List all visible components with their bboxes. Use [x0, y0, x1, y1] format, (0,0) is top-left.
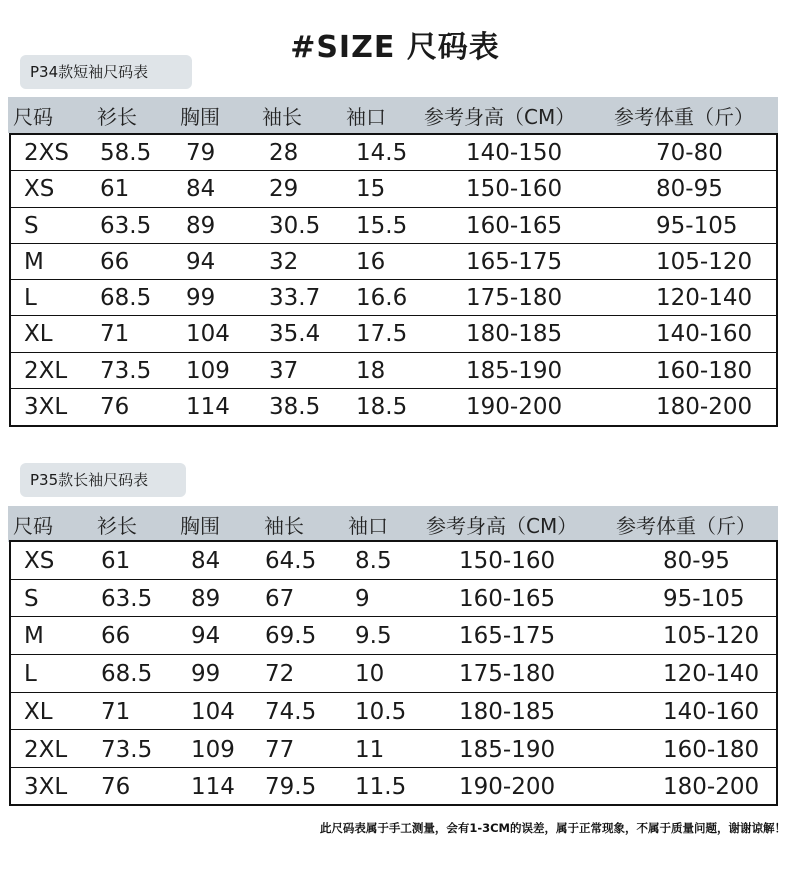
- table-row: [11, 542, 776, 580]
- table-row: [11, 389, 776, 425]
- table1-header: [8, 97, 778, 133]
- table-cell: S: [24, 212, 39, 239]
- table-row: [11, 280, 776, 316]
- table-cell: 140-160: [663, 698, 760, 725]
- table-cell: 15: [356, 176, 386, 203]
- table-cell: 73.5: [100, 357, 152, 384]
- table-cell: 80-95: [663, 548, 730, 574]
- table-cell: 99: [191, 661, 221, 688]
- table-cell: 58.5: [100, 140, 152, 166]
- table-cell: 38.5: [269, 393, 321, 420]
- header-cell: 尺码: [13, 104, 53, 129]
- table-cell: 185-190: [466, 357, 563, 384]
- table-cell: 89: [191, 585, 221, 612]
- table-cell: 2XS: [24, 140, 69, 166]
- table-cell: 11.5: [355, 774, 407, 801]
- table-row: [11, 655, 776, 693]
- table2-label: P35款长袖尺码表: [20, 463, 186, 497]
- table-cell: 84: [191, 548, 221, 574]
- table-cell: 67: [265, 585, 295, 612]
- table-cell: 190-200: [466, 393, 563, 420]
- table-cell: 3XL: [24, 774, 68, 801]
- table-cell: 79.5: [265, 774, 317, 801]
- table-cell: 94: [186, 248, 216, 275]
- header-cell: 胸围: [180, 513, 220, 538]
- table-cell: 77: [265, 736, 295, 763]
- table-cell: 68.5: [101, 661, 153, 688]
- table-cell: 2XL: [24, 736, 68, 763]
- table-row: [11, 580, 776, 618]
- table-cell: 109: [186, 357, 230, 384]
- table-cell: 160-180: [663, 736, 760, 763]
- table-cell: XL: [24, 321, 53, 348]
- table-cell: 33.7: [269, 285, 321, 311]
- table-cell: 2XL: [24, 357, 68, 384]
- header-cell: 参考身高（CM）: [426, 513, 578, 538]
- table-cell: M: [24, 623, 44, 650]
- table-cell: 10.5: [355, 698, 407, 725]
- table-cell: 84: [186, 176, 216, 203]
- table-row: [11, 208, 776, 244]
- table-cell: 104: [191, 698, 235, 725]
- header-cell: 尺码: [13, 513, 53, 538]
- table-cell: XS: [24, 548, 55, 574]
- table-row: [11, 171, 776, 207]
- table-cell: 140-160: [656, 321, 753, 348]
- table-cell: 94: [191, 623, 221, 650]
- table-cell: 180-185: [466, 321, 563, 348]
- table-cell: 120-140: [656, 285, 753, 311]
- table-cell: 165-175: [466, 248, 563, 275]
- table-cell: 95-105: [663, 585, 745, 612]
- table-row: [11, 353, 776, 389]
- table-cell: 165-175: [459, 623, 556, 650]
- table-row: [11, 693, 776, 731]
- table-cell: 61: [101, 548, 131, 574]
- table-row: [11, 731, 776, 769]
- table-cell: 71: [100, 321, 130, 348]
- header-cell: 袖长: [264, 513, 304, 538]
- table-cell: 185-190: [459, 736, 556, 763]
- table-cell: 120-140: [663, 661, 760, 688]
- table-cell: 95-105: [656, 212, 738, 239]
- table-cell: 9.5: [355, 623, 392, 650]
- table-cell: 18: [356, 357, 386, 384]
- table-cell: 70-80: [656, 140, 723, 166]
- table-cell: 63.5: [101, 585, 153, 612]
- table-cell: 180-200: [663, 774, 760, 801]
- header-cell: 参考体重（斤）: [614, 104, 754, 129]
- table-cell: 114: [191, 774, 235, 801]
- table-row: [11, 316, 776, 352]
- table-cell: 64.5: [265, 548, 317, 574]
- header-cell: 胸围: [180, 104, 220, 129]
- table-cell: 160-165: [459, 585, 556, 612]
- table-cell: 71: [101, 698, 131, 725]
- size-table-short-sleeve: [9, 133, 778, 427]
- table-cell: 16: [356, 248, 386, 275]
- table1-label: P34款短袖尺码表: [20, 55, 192, 89]
- table2-header: [8, 506, 778, 542]
- table-row: [11, 617, 776, 655]
- table-cell: 105-120: [656, 248, 753, 275]
- table-cell: M: [24, 248, 44, 275]
- table-cell: 72: [265, 661, 295, 688]
- table-cell: 69.5: [265, 623, 317, 650]
- table-cell: 14.5: [356, 140, 408, 166]
- table-cell: 18.5: [356, 393, 408, 420]
- page-title: #SIZE 尺码表: [290, 30, 500, 65]
- table-cell: 32: [269, 248, 299, 275]
- table-cell: 63.5: [100, 212, 152, 239]
- table-cell: 180-200: [656, 393, 753, 420]
- table-cell: 8.5: [355, 548, 392, 574]
- table-cell: 3XL: [24, 393, 68, 420]
- table-cell: 180-185: [459, 698, 556, 725]
- table-cell: 37: [269, 357, 299, 384]
- table-cell: 150-160: [466, 176, 563, 203]
- header-cell: 参考身高（CM）: [424, 104, 576, 129]
- table-cell: 66: [101, 623, 131, 650]
- table-cell: 109: [191, 736, 235, 763]
- table-cell: 105-120: [663, 623, 760, 650]
- table-cell: L: [24, 661, 37, 688]
- table-cell: 15.5: [356, 212, 408, 239]
- table-cell: 160-180: [656, 357, 753, 384]
- header-cell: 衫长: [97, 104, 137, 129]
- table-cell: 104: [186, 321, 230, 348]
- header-cell: 参考体重（斤）: [616, 513, 756, 538]
- table-cell: XS: [24, 176, 55, 203]
- table-cell: 29: [269, 176, 299, 203]
- table-cell: 89: [186, 212, 216, 239]
- table-cell: 9: [355, 585, 370, 612]
- table-cell: 76: [100, 393, 130, 420]
- table-row: [11, 135, 776, 171]
- table-cell: 114: [186, 393, 230, 420]
- table-cell: 160-165: [466, 212, 563, 239]
- table-cell: 17.5: [356, 321, 408, 348]
- table-cell: 68.5: [100, 285, 152, 311]
- table-cell: 80-95: [656, 176, 723, 203]
- table-cell: 74.5: [265, 698, 317, 725]
- table-cell: 150-160: [459, 548, 556, 574]
- header-cell: 袖长: [262, 104, 302, 129]
- table-cell: 10: [355, 661, 385, 688]
- header-cell: 袖口: [348, 513, 388, 538]
- table-cell: S: [24, 585, 39, 612]
- footnote: 此尺码表属于手工测量，会有1-3CM的误差，属于正常现象，不属于质量问题，谢谢谅解！: [319, 821, 786, 835]
- table-cell: L: [24, 285, 37, 311]
- header-cell: 袖口: [346, 104, 386, 129]
- size-table-long-sleeve: [9, 540, 778, 806]
- table-row: [11, 244, 776, 280]
- table-cell: 16.6: [356, 285, 408, 311]
- table-cell: 11: [355, 736, 385, 763]
- header-cell: 衫长: [97, 513, 137, 538]
- table-cell: 190-200: [459, 774, 556, 801]
- table-cell: XL: [24, 698, 53, 725]
- table-cell: 99: [186, 285, 216, 311]
- table-cell: 140-150: [466, 140, 563, 166]
- table-cell: 76: [101, 774, 131, 801]
- table-cell: 28: [269, 140, 299, 166]
- table-cell: 175-180: [466, 285, 563, 311]
- table-cell: 35.4: [269, 321, 321, 348]
- table-cell: 175-180: [459, 661, 556, 688]
- table-cell: 79: [186, 140, 216, 166]
- table-row: [11, 768, 776, 806]
- table-cell: 66: [100, 248, 130, 275]
- table-cell: 61: [100, 176, 130, 203]
- table-cell: 30.5: [269, 212, 321, 239]
- table-cell: 73.5: [101, 736, 153, 763]
